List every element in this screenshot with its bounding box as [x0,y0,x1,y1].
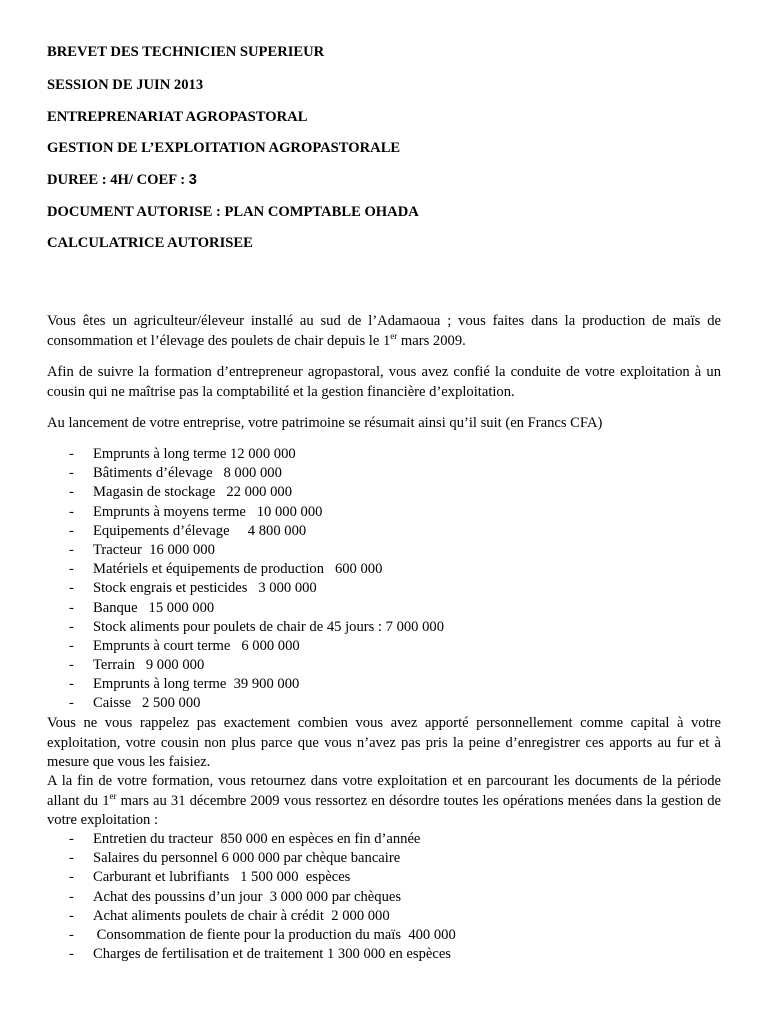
list-item-text: Terrain 9 000 000 [93,657,205,674]
list-dash: - [69,637,74,654]
list-item-text: Salaires du personnel 6 000 000 par chèque bancaire [93,850,401,867]
list-dash: - [69,446,74,462]
operations-list [47,830,721,964]
list-dash: - [69,831,74,847]
header-specialty: ENTREPRENARIAT AGROPASTORAL [47,109,308,125]
patrimoine-item [47,599,721,618]
header-allowed-document: DOCUMENT AUTORISE : PLAN COMPTABLE OHADA [47,204,419,220]
list-item-text: Matériels et équipements de production 600 000 [93,561,383,578]
header-session: SESSION DE JUIN 2013 [47,77,204,93]
list-dash: - [69,926,74,943]
list-dash: - [69,599,74,616]
list-dash: - [69,541,74,558]
header-subject: GESTION DE L’EXPLOITATION AGROPASTORALE [47,140,401,156]
list-item-text: Emprunts à long terme 39 900 000 [93,676,300,693]
list-dash: - [69,465,74,482]
operation-item [47,830,721,849]
list-dash: - [69,946,74,963]
list-dash: - [69,695,74,712]
list-dash: - [69,869,74,886]
header-calculator: CALCULATRICE AUTORISEE [47,235,253,251]
list-dash: - [69,503,74,520]
list-item-text: Banque 15 000 000 [93,599,215,616]
list-item-text: Bâtiments d’élevage 8 000 000 [93,465,282,482]
list-item-text: Equipements d’élevage 4 800 000 [93,522,307,539]
patrimoine-item [47,675,721,694]
patrimoine-item [47,522,721,541]
list-dash: - [69,580,74,597]
patrimoine-item [47,694,721,713]
list-dash: - [69,676,74,693]
header-exam-title: BREVET DES TECHNICIEN SUPERIEUR [47,44,325,60]
list-item-text: Emprunts à moyens terme 10 000 000 [93,503,323,520]
list-item-text: Achat des poussins d’un jour 3 000 000 par chèques [93,888,402,905]
list-item-text: Emprunts à court terme 6 000 000 [93,637,300,654]
intro-paragraph-2: Afin de suivre la formation d’entrepreneur agropastoral, vous avez confié la conduite de votre exploitation à un cousin qui ne maîtrise pas la comptabilité et la gestion financière d’exploitation. [47,364,721,400]
patrimoine-item [47,503,721,522]
list-dash: - [69,522,74,539]
list-dash: - [69,907,74,924]
superscript: er [390,330,398,341]
list-item-text: Charges de fertilisation et de traitement 1 300 000 en espèces [93,946,451,963]
patrimoine-item [47,579,721,598]
list-dash: - [69,888,74,905]
operation-item [47,907,721,926]
patrimoine-list [47,445,721,714]
patrimoine-item [47,618,721,637]
header-coef-value: 3 [188,172,197,188]
header-duration-coef [47,171,197,189]
list-item-text: Carburant et lubrifiants 1 500 000 espèces [93,869,351,886]
patrimoine-item [47,656,721,675]
list-dash: - [69,484,74,501]
operation-item [47,868,721,887]
operation-item [47,945,721,964]
patrimoine-item [47,637,721,656]
list-item-text: Magasin de stockage 22 000 000 [93,484,293,501]
operation-item [47,849,721,868]
patrimoine-item [47,445,721,464]
list-item-text: Stock engrais et pesticides 3 000 000 [93,580,317,597]
list-item-text: Consommation de fiente pour la production du maïs 400 000 [93,926,456,943]
patrimoine-item [47,464,721,483]
operation-item [47,926,721,945]
list-item-text: Caisse 2 500 000 [93,695,201,712]
list-dash: - [69,561,74,578]
header-duration-label: DUREE : 4H/ COEF : [47,172,189,188]
patrimoine-item [47,483,721,502]
list-item-text: Achat aliments poulets de chair à crédit 2 000 000 [93,907,390,924]
operations-intro-paragraph: A la fin de votre formation, vous retournez dans votre exploitation et en parcourant les documents de la période allant du 1er mars au 31 décembre 2009 vous ressortez en désordre toutes les opérations menées dans la gestion de votre exploitation : [47,773,721,828]
list-dash: - [69,850,74,867]
list-item-text: Tracteur 16 000 000 [93,541,215,558]
list-dash: - [69,618,74,635]
intro-paragraph-1: Vous êtes un agriculteur/éleveur installé au sud de l’Adamaoua ; vous faites dans la production de maïs de consommation et l’élevage des poulets de chair depuis le 1er mars 2009. [47,313,721,349]
capital-paragraph: Vous ne vous rappelez pas exactement combien vous avez apporté personnellement comme capital à votre exploitation, votre cousin non plus parce que vous n’avez pas pris la peine d’enregistrer ces apports au fur et à mesure que vous les faisiez. [47,715,721,770]
list-item-text: Emprunts à long terme 12 000 000 [93,446,296,462]
patrimoine-item [47,541,721,560]
list-item-text: Stock aliments pour poulets de chair de 45 jours : 7 000 000 [93,618,445,635]
operation-item [47,888,721,907]
patrimoine-item [47,560,721,579]
list-item-text: Entretien du tracteur 850 000 en espèces en fin d’année [93,831,421,847]
list-dash: - [69,657,74,674]
intro-paragraph-3: Au lancement de votre entreprise, votre patrimoine se résumait ainsi qu’il suit (en Francs CFA) [47,415,603,431]
superscript: er [109,790,117,801]
